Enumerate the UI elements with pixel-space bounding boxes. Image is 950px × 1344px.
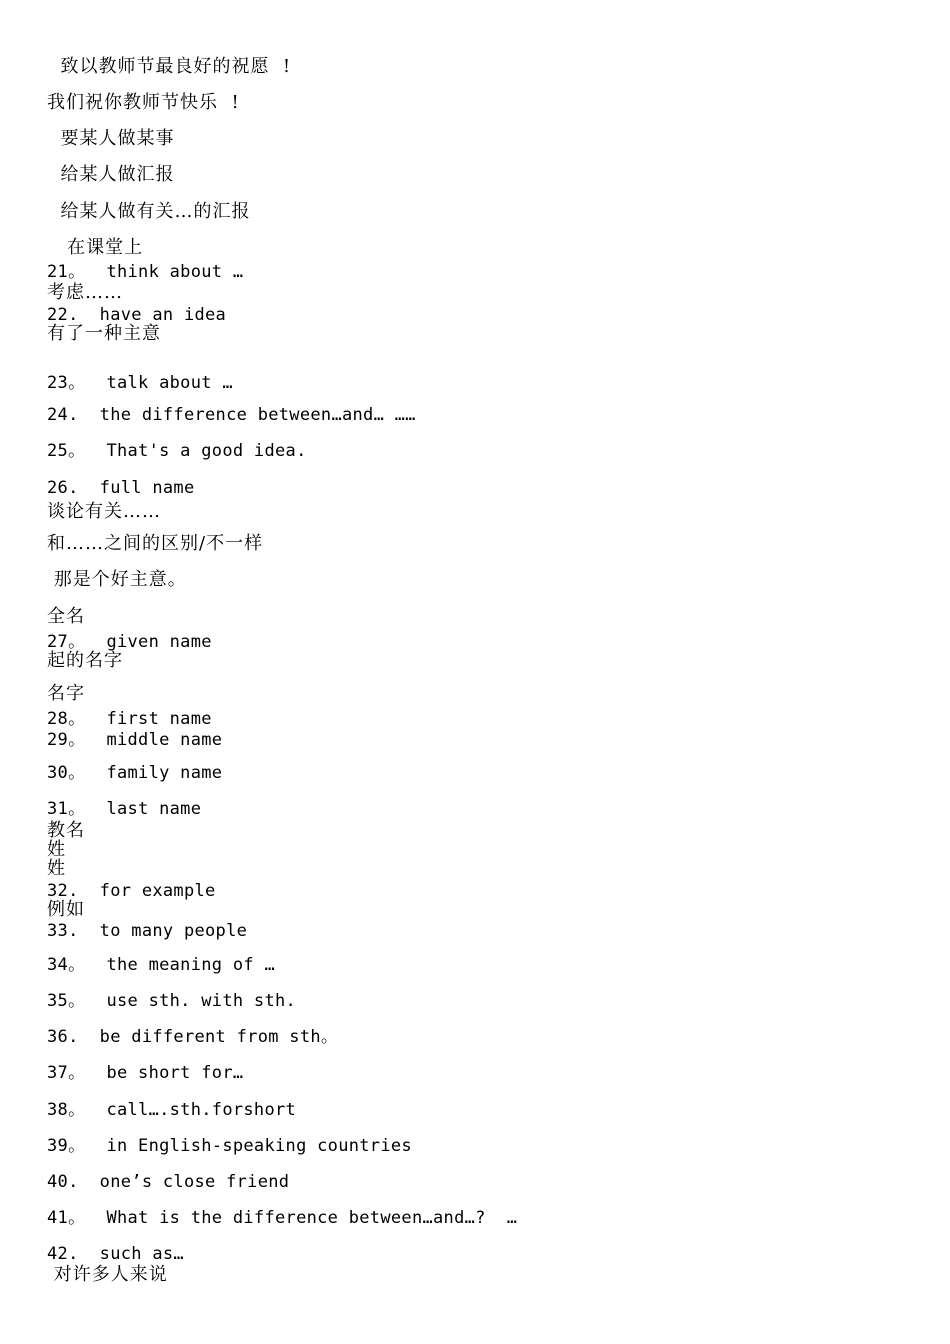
text-line: 25。 That's a good idea. [47, 441, 307, 461]
text-line: 30。 family name [47, 763, 223, 783]
text-line: 27。 given name [47, 632, 212, 652]
text-line: 给某人做汇报 [47, 164, 175, 185]
text-line: 39。 in English-speaking countries [47, 1136, 412, 1156]
text-line: 26. full name [47, 478, 195, 498]
text-line: 例如 [47, 899, 85, 920]
text-line: 24. the difference between…and… …… [47, 405, 416, 425]
text-line: 23。 talk about … [47, 373, 233, 393]
text-line: 起的名字 [47, 650, 123, 671]
text-line: 33. to many people [47, 921, 248, 941]
text-line: 40. one’s close friend [47, 1172, 290, 1192]
text-line: 有了一种主意 [47, 323, 161, 344]
text-line: 和……之间的区别/不一样 [47, 533, 264, 554]
text-line: 给某人做有关…的汇报 [47, 201, 251, 222]
text-line: 致以教师节最良好的祝愿 ! [47, 56, 292, 77]
text-line: 名字 [47, 683, 85, 704]
text-line: 教名 [47, 820, 85, 841]
text-line: 34。 the meaning of … [47, 955, 275, 975]
text-line: 32. for example [47, 881, 216, 901]
text-line: 考虑…… [47, 282, 123, 303]
text-line: 姓 [47, 858, 66, 879]
text-line: 姓 [47, 839, 66, 860]
text-line: 全名 [47, 606, 85, 627]
text-line: 38。 call….sth.forshort [47, 1100, 297, 1120]
text-line: 谈论有关…… [47, 501, 161, 522]
text-line: 29。 middle name [47, 730, 223, 750]
text-line: 21。 think about … [47, 262, 244, 282]
text-line: 41。 What is the difference between…and…? … [47, 1208, 518, 1228]
text-line: 要某人做某事 [47, 128, 175, 149]
text-line: 36. be different from sth。 [47, 1027, 339, 1047]
text-line: 31。 last name [47, 799, 202, 819]
text-line: 22. have an idea [47, 305, 227, 325]
text-line: 28。 first name [47, 709, 212, 729]
text-line: 在课堂上 [47, 237, 144, 258]
text-line: 那是个好主意。 [47, 569, 187, 590]
text-line: 42. such as… [47, 1244, 184, 1264]
text-line: 我们祝你教师节快乐 ! [47, 92, 240, 113]
text-line: 37。 be short for… [47, 1063, 244, 1083]
text-line: 对许多人来说 [47, 1264, 168, 1285]
text-line: 35。 use sth. with sth. [47, 991, 297, 1011]
